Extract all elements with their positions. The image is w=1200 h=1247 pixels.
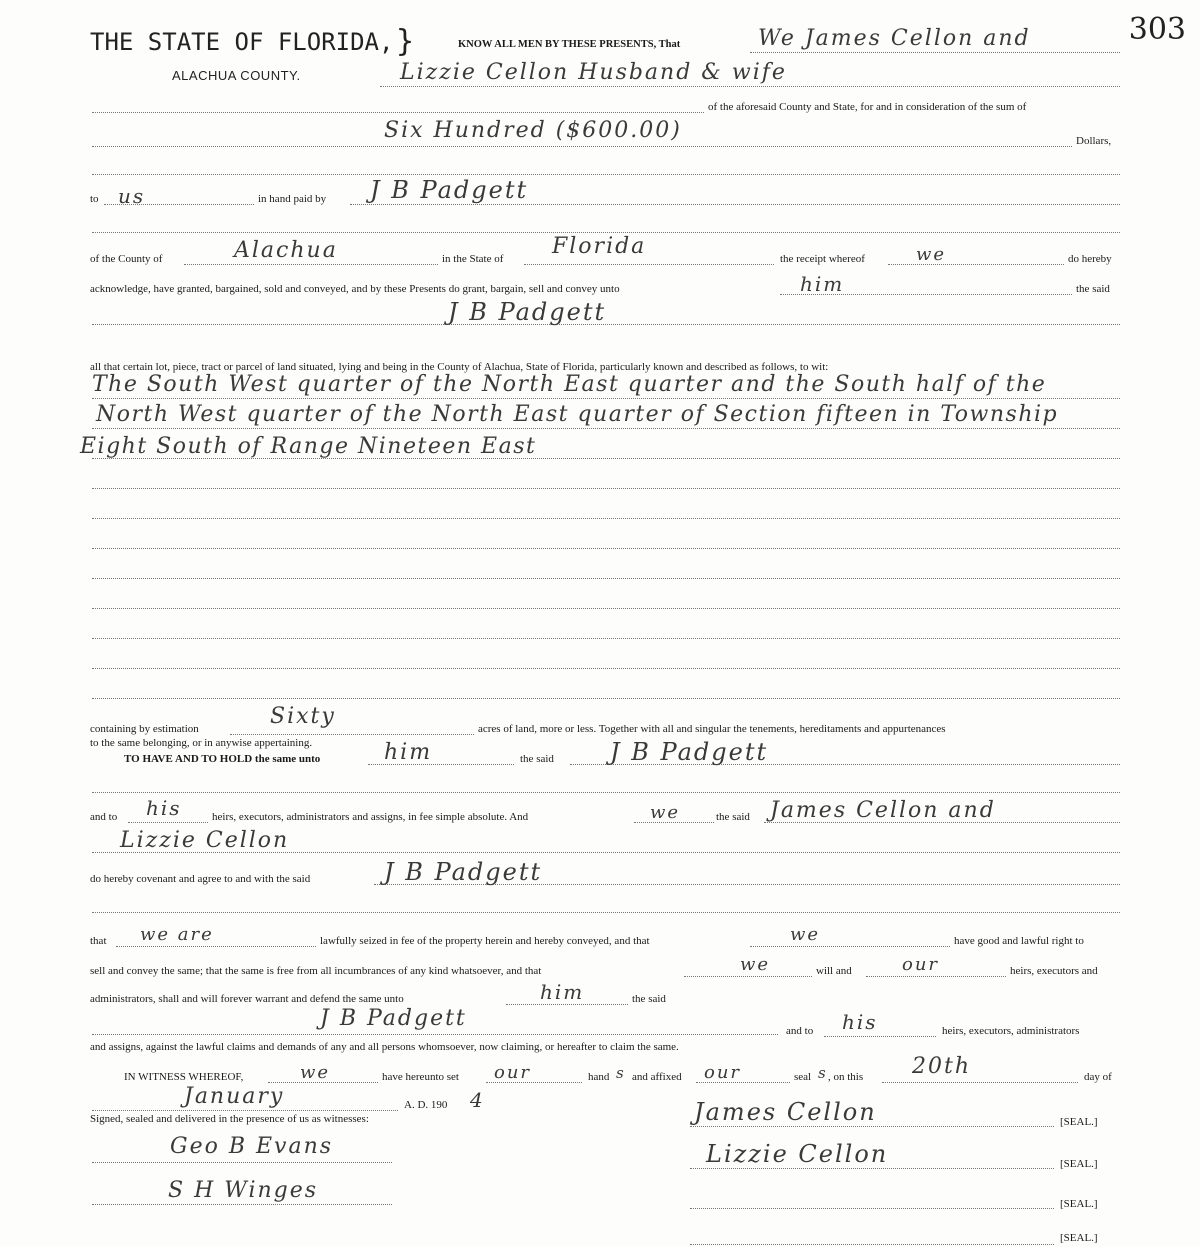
hand-text: hand — [588, 1071, 610, 1083]
covenant-text: do hereby covenant and agree to and with the said — [90, 873, 311, 885]
fill-line — [92, 548, 1120, 549]
fill-line — [92, 146, 1072, 147]
witness-signature-1: Geo B Evans — [170, 1134, 334, 1159]
fill-line — [128, 822, 208, 823]
seal-label-4: [SEAL.] — [1060, 1232, 1098, 1244]
hw-affixed-our: our — [704, 1062, 742, 1083]
hw-witness-we: we — [300, 1062, 331, 1083]
fill-line — [230, 734, 474, 735]
fill-line — [380, 86, 1120, 87]
hw-covenant-with: J B Padgett — [384, 858, 543, 886]
good-right-text: have good and lawful right to — [954, 935, 1084, 947]
fill-line — [824, 1036, 936, 1037]
the-said-text: the said — [1076, 283, 1110, 295]
to-same-text: to the same belonging, or in anywise appertaining. — [90, 737, 313, 749]
heirs-exec-and-text: heirs, executors and — [1010, 965, 1098, 977]
hw-month: January — [184, 1084, 285, 1109]
fill-line — [690, 1126, 1054, 1127]
fill-line — [92, 488, 1120, 489]
fill-line — [92, 398, 1120, 399]
fill-line — [92, 668, 1120, 669]
hw-defend-said: J B Padgett — [320, 1006, 467, 1031]
signature-1: James Cellon — [694, 1098, 877, 1126]
fill-line — [92, 1034, 778, 1035]
that-text: that — [90, 935, 107, 947]
fill-line — [92, 638, 1120, 639]
hw-his: his — [146, 796, 182, 820]
fill-line — [92, 578, 1120, 579]
hw-to-us: us — [118, 184, 146, 208]
hw-will-and-our: our — [902, 954, 940, 975]
hw-seals-s: s — [818, 1064, 828, 1082]
fill-line — [92, 608, 1120, 609]
defend-said-text: the said — [632, 993, 666, 1005]
day-of-text: day of — [1084, 1071, 1112, 1083]
fill-line — [750, 946, 950, 947]
hw-description-2: North West quarter of the North East quarter of Section fifteen in Township — [96, 402, 1059, 427]
acres-text: acres of land, more or less. Together with all and singular the tenements, hereditaments and appurtenances — [478, 723, 946, 735]
hw-paid-by: J B Padgett — [370, 176, 529, 204]
to-text: to — [90, 193, 99, 205]
fill-line — [684, 976, 812, 977]
fill-line — [690, 1244, 1054, 1245]
signed-sealed-text: Signed, sealed and delivered in the presence of us as witnesses: — [90, 1113, 369, 1125]
heirs-exec-text: heirs, executors, administrators and assigns, in fee simple absolute. And — [212, 811, 529, 823]
fill-line — [690, 1168, 1054, 1169]
hold-said-text: the said — [520, 753, 554, 765]
fill-line — [116, 946, 316, 947]
fill-line — [350, 204, 1120, 205]
state-heading: THE STATE OF FLORIDA, — [90, 28, 394, 56]
fill-line — [866, 976, 1006, 977]
containing-text: containing by estimation — [90, 723, 199, 735]
witness-whereof-text: IN WITNESS WHEREOF, — [124, 1071, 244, 1083]
hw-set-our: our — [494, 1062, 532, 1083]
receipt-text: the receipt whereof — [780, 253, 865, 265]
hw-hands-s: s — [616, 1064, 626, 1082]
fill-line — [92, 174, 1120, 175]
do-hereby-text: do hereby — [1068, 253, 1112, 265]
fill-line — [92, 112, 704, 113]
sell-convey-text: sell and convey the same; that the same is free from all incumbrances of any kind whatsoever, and that — [90, 965, 542, 977]
on-this-text: , on this — [828, 1071, 864, 1083]
all-that-text: all that certain lot, piece, tract or parcel of land situated, lying and being in the County of Alachua, State of Florida, particularly known and described as follows, to wit: — [90, 361, 829, 373]
fill-line — [92, 428, 1120, 429]
will-and-text: will and — [816, 965, 852, 977]
hereunto-text: have hereunto set — [382, 1071, 459, 1083]
fill-line — [888, 264, 1064, 265]
hw-description-3: Eight South of Range Nineteen East — [80, 434, 537, 459]
hw-and-to-his: his — [842, 1010, 878, 1034]
fill-line — [92, 1162, 392, 1163]
witness-signature-2: S H Winges — [168, 1178, 319, 1203]
fill-line — [92, 458, 1120, 459]
seal-label-2: [SEAL.] — [1060, 1158, 1098, 1170]
in-hand-paid-text: in hand paid by — [258, 193, 327, 205]
aforesaid-text: of the aforesaid County and State, for and in consideration of the sum of — [708, 101, 1027, 113]
said-grantor-text: the said — [716, 811, 750, 823]
heirs-exec-adm-text: heirs, executors, administrators — [942, 1025, 1080, 1037]
fill-line — [750, 52, 1120, 53]
know-all-men: KNOW ALL MEN BY THESE PRESENTS, That — [458, 39, 681, 50]
page-number: 303 — [1128, 12, 1186, 47]
fill-line — [184, 264, 438, 265]
fill-line — [92, 912, 1120, 913]
signature-2: Lizzie Cellon — [706, 1140, 889, 1168]
lawfully-text: lawfully seized in fee of the property herein and hereby conveyed, and that — [320, 935, 650, 947]
hw-said-grantor-2: Lizzie Cellon — [120, 828, 290, 853]
hw-defend-him: him — [540, 980, 585, 1004]
hw-that-we-2: we — [740, 954, 771, 975]
fill-line — [92, 1204, 392, 1205]
fill-line — [506, 1004, 628, 1005]
fill-line — [92, 792, 1120, 793]
seal-label-1: [SEAL.] — [1060, 1116, 1098, 1128]
seal-label-3: [SEAL.] — [1060, 1198, 1098, 1210]
fill-line — [690, 1208, 1054, 1209]
ad-text: A. D. 190 — [404, 1099, 448, 1111]
hw-receipt-we: we — [916, 244, 947, 265]
fill-line — [92, 518, 1120, 519]
hw-grantors-line1: We James Cellon and — [758, 26, 1031, 51]
hw-and-that-we: we — [790, 924, 821, 945]
affixed-text: and affixed — [632, 1071, 682, 1083]
seal-on-text: seal — [794, 1071, 812, 1083]
hw-said-name: J B Padgett — [448, 298, 607, 326]
fill-line — [92, 698, 1120, 699]
brace-mark: } — [396, 24, 415, 59]
hw-acres: Sixty — [270, 704, 336, 729]
fill-line — [882, 1082, 1078, 1083]
and-to-2-text: and to — [786, 1025, 814, 1037]
hw-grantors-line2: Lizzie Cellon Husband & wife — [400, 60, 787, 85]
acknowledge-text: acknowledge, have granted, bargained, sold and conveyed, and by these Presents do grant, bargain, sell and convey unto — [90, 283, 620, 295]
and-to-text: and to — [90, 811, 118, 823]
hw-hold-him: him — [384, 740, 433, 765]
fill-line — [92, 232, 1120, 233]
hw-hold-said: J B Padgett — [610, 738, 769, 766]
assigns-claims-text: and assigns, against the lawful claims and demands of any and all persons whomsoever, now claiming, or hereafter to claim the same. — [90, 1041, 679, 1053]
hw-description-1: The South West quarter of the North East quarter and the South half of the — [92, 372, 1047, 397]
fill-line — [524, 264, 774, 265]
county-heading: ALACHUA COUNTY. — [172, 68, 301, 83]
hw-day: 20th — [912, 1054, 972, 1079]
to-have-text: TO HAVE AND TO HOLD the same unto — [124, 753, 321, 765]
in-state-text: in the State of — [442, 253, 504, 265]
hw-county: Alachua — [234, 238, 338, 263]
fill-line — [92, 1110, 398, 1111]
hw-and-we: we — [650, 802, 681, 823]
hw-year-digit: 4 — [470, 1088, 485, 1112]
administrators-text: administrators, shall and will forever warrant and defend the same unto — [90, 993, 404, 1005]
dollars-text: Dollars, — [1076, 135, 1112, 147]
of-county-text: of the County of — [90, 253, 163, 265]
hw-state: Florida — [552, 234, 647, 259]
hw-said-grantor-1: James Cellon and — [770, 798, 996, 823]
hw-sum: Six Hundred ($600.00) — [384, 118, 682, 143]
hw-that-we-are: we are — [140, 924, 214, 945]
hw-unto-him: him — [800, 272, 845, 296]
